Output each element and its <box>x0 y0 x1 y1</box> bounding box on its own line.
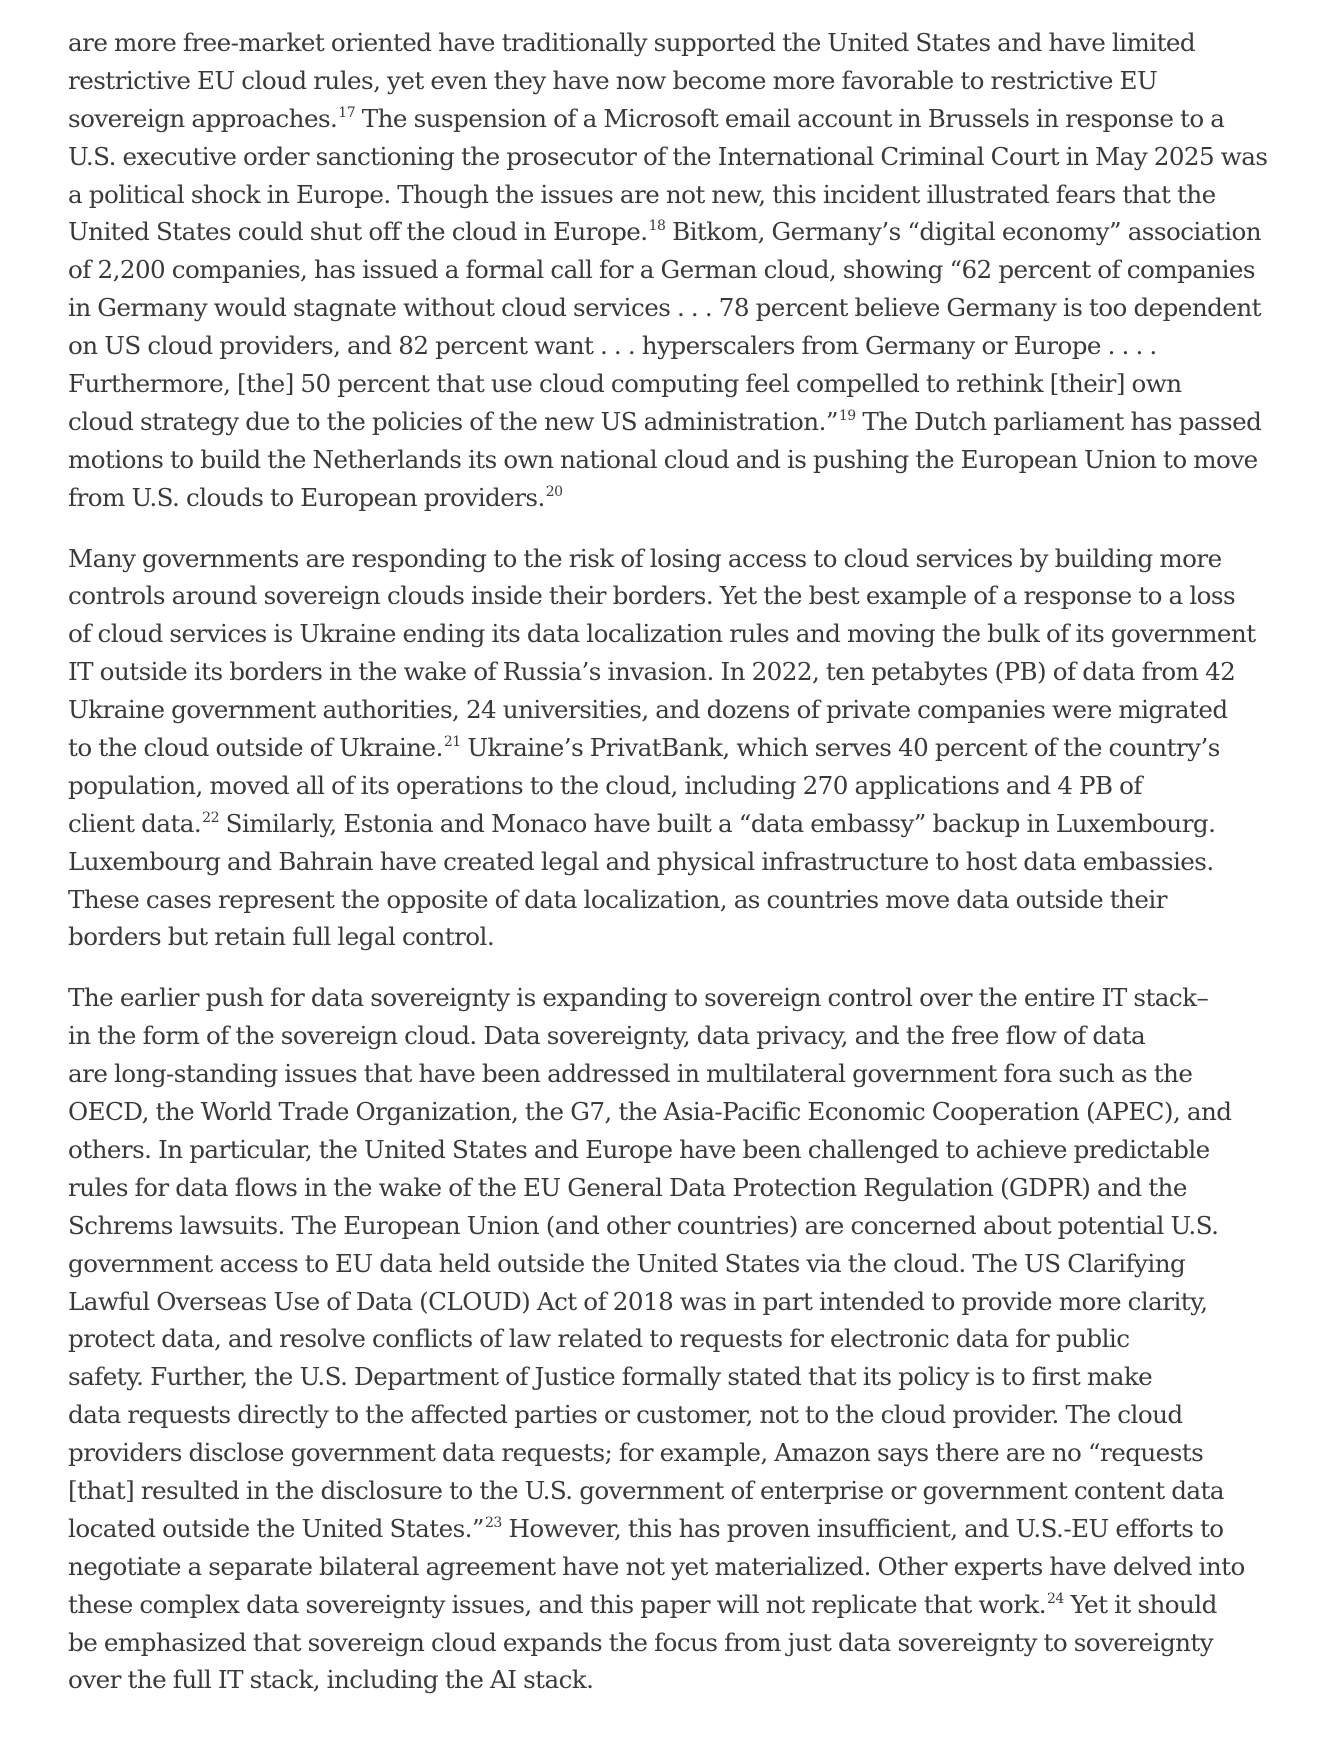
text-run: Furthermore, [the] 50 percent that use cloud computing feel compelled to rethink [their] own <box>68 369 1182 399</box>
text-run: client data. <box>68 808 202 838</box>
text-line <box>68 1548 1318 1586</box>
text-run: negotiate a separate bilateral agreement have not yet materialized. Other experts have delved into <box>68 1551 1245 1581</box>
paragraph-data-sovereignty-it-stack <box>68 979 1318 1699</box>
text-run: protect data, and resolve conflicts of law related to requests for electronic data for public <box>68 1324 1130 1354</box>
text-run: to the cloud outside of Ukraine. <box>68 733 443 763</box>
text-line <box>68 441 1318 479</box>
text-line <box>68 691 1318 729</box>
text-run: The earlier push for data sovereignty is expanding to sovereign control over the entire IT stack– <box>68 983 1209 1013</box>
text-line <box>68 615 1318 653</box>
text-line <box>68 100 1318 138</box>
text-run: population, moved all of its operations to the cloud, including 270 applications and 4 PB of <box>68 770 1142 800</box>
text-run: a political shock in Europe. Though the issues are not new, this incident illustrated fears that the <box>68 179 1216 209</box>
text-line <box>68 653 1318 691</box>
text-run: are long-standing issues that have been addressed in multilateral government fora such as the <box>68 1059 1193 1089</box>
text-run: from U.S. clouds to European providers. <box>68 482 545 512</box>
paragraph-spacer <box>68 956 1318 979</box>
text-run: government access to EU data held outside the United States via the cloud. The US Clarifying <box>68 1248 1186 1278</box>
text-line <box>68 805 1318 843</box>
text-run: borders but retain full legal control. <box>68 922 495 952</box>
text-run: U.S. executive order sanctioning the prosecutor of the International Criminal Court in May 2025 was <box>68 141 1268 171</box>
text-run: of cloud services is Ukraine ending its data localization rules and moving the bulk of its government <box>68 619 1256 649</box>
text-line <box>68 1093 1318 1131</box>
text-run: of 2,200 companies, has issued a formal call for a German cloud, showing “62 percent of companies <box>68 255 1255 285</box>
document-body <box>68 24 1318 1699</box>
text-line <box>68 729 1318 767</box>
text-line <box>68 881 1318 919</box>
text-line <box>68 176 1318 214</box>
text-line <box>68 251 1318 289</box>
text-line <box>68 62 1318 100</box>
text-line <box>68 289 1318 327</box>
text-line <box>68 1624 1318 1662</box>
text-run: located outside the United States.” <box>68 1513 484 1543</box>
text-run: in Germany would stagnate without cloud services . . . 78 percent believe Germany is too dependent <box>68 293 1261 323</box>
text-run: providers disclose government data requests; for example, Amazon says there are no “requests <box>68 1438 1204 1468</box>
text-line <box>68 1358 1318 1396</box>
text-run: IT outside its borders in the wake of Russia’s invasion. In 2022, ten petabytes (PB) of data from 42 <box>68 657 1236 687</box>
footnote-reference[interactable]: 23 <box>484 1514 502 1531</box>
text-line <box>68 138 1318 176</box>
text-line <box>68 1396 1318 1434</box>
text-run: others. In particular, the United States and Europe have been challenged to achieve predictable <box>68 1134 1210 1164</box>
text-line <box>68 1586 1318 1624</box>
text-run: motions to build the Netherlands its own national cloud and is pushing the European Union to move <box>68 444 1258 474</box>
footnote-reference[interactable]: 20 <box>545 483 563 500</box>
text-line <box>68 1169 1318 1207</box>
text-run: Similarly, Estonia and Monaco have built a “data embassy” backup in Luxembourg. <box>219 808 1216 838</box>
text-line <box>68 1017 1318 1055</box>
footnote-reference[interactable]: 24 <box>1047 1590 1064 1607</box>
footnote-reference[interactable]: 17 <box>338 104 356 121</box>
text-run: Many governments are responding to the risk of losing access to cloud services by building more <box>68 543 1222 573</box>
text-run: rules for data flows in the wake of the EU General Data Protection Regulation (GDPR) and the <box>68 1172 1187 1202</box>
text-run: these complex data sovereignty issues, and this paper will not replicate that work. <box>68 1589 1047 1619</box>
paragraph-spacer <box>68 517 1318 540</box>
text-run: These cases represent the opposite of data localization, as countries move data outside their <box>68 884 1167 914</box>
text-run: However, this has proven insufficient, and U.S.-EU efforts to <box>501 1513 1224 1543</box>
text-run: over the full IT stack, including the AI stack. <box>68 1665 594 1695</box>
text-run: on US cloud providers, and 82 percent want . . . hyperscalers from Germany or Europe . . . . <box>68 331 1157 361</box>
text-line <box>68 1472 1318 1510</box>
text-run: sovereign approaches. <box>68 103 338 133</box>
text-run: Yet it should <box>1063 1589 1217 1619</box>
text-run: controls around sovereign clouds inside their borders. Yet the best example of a response to a loss <box>68 581 1236 611</box>
text-run: [that] resulted in the disclosure to the U.S. government of enterprise or government content data <box>68 1475 1224 1505</box>
text-line <box>68 403 1318 441</box>
text-run: safety. Further, the U.S. Department of Justice formally stated that its policy is to first make <box>68 1362 1153 1392</box>
text-line <box>68 1207 1318 1245</box>
text-run: in the form of the sovereign cloud. Data sovereignty, data privacy, and the free flow of data <box>68 1021 1146 1051</box>
text-line <box>68 1283 1318 1321</box>
text-run: restrictive EU cloud rules, yet even they have now become more favorable to restrictive EU <box>68 65 1158 95</box>
text-run: cloud strategy due to the policies of the new US administration.” <box>68 406 838 436</box>
text-line <box>68 577 1318 615</box>
text-run: Bitkom, Germany’s “digital economy” association <box>665 217 1262 247</box>
text-line <box>68 843 1318 881</box>
paragraph-ukraine-data-migration <box>68 540 1318 957</box>
footnote-reference[interactable]: 18 <box>648 218 666 235</box>
text-run: data requests directly to the affected parties or customer, not to the cloud provider. The cloud <box>68 1400 1183 1430</box>
text-run: Luxembourg and Bahrain have created legal and physical infrastructure to host data embassies. <box>68 846 1214 876</box>
text-run: Lawful Overseas Use of Data (CLOUD) Act of 2018 was in part intended to provide more clarity, <box>68 1286 1208 1316</box>
text-line <box>68 365 1318 403</box>
text-run: The suspension of a Microsoft email account in Brussels in response to a <box>355 103 1225 133</box>
text-line <box>68 213 1318 251</box>
text-line <box>68 327 1318 365</box>
text-line <box>68 479 1318 517</box>
paragraph-cloud-politics-europe <box>68 24 1318 517</box>
text-run: Ukraine’s PrivatBank, which serves 40 percent of the country’s <box>460 733 1220 763</box>
text-run: be emphasized that sovereign cloud expands the focus from just data sovereignty to sovereignty <box>68 1627 1214 1657</box>
footnote-reference[interactable]: 19 <box>838 407 856 424</box>
text-line <box>68 1055 1318 1093</box>
text-line <box>68 767 1318 805</box>
text-line <box>68 1510 1318 1548</box>
text-line <box>68 1245 1318 1283</box>
text-line <box>68 24 1318 62</box>
text-run: Ukraine government authorities, 24 universities, and dozens of private companies were migrated <box>68 695 1228 725</box>
text-run: are more free-market oriented have traditionally supported the United States and have limited <box>68 28 1196 57</box>
text-line <box>68 540 1318 578</box>
footnote-reference[interactable]: 21 <box>443 734 461 751</box>
text-run: United States could shut off the cloud in Europe. <box>68 217 648 247</box>
text-line <box>68 1320 1318 1358</box>
text-run: The Dutch parliament has passed <box>855 406 1262 436</box>
text-line <box>68 1661 1318 1699</box>
text-line <box>68 1434 1318 1472</box>
text-run: Schrems lawsuits. The European Union (and other countries) are concerned about potential U.S. <box>68 1210 1219 1240</box>
text-line <box>68 918 1318 956</box>
text-line <box>68 1131 1318 1169</box>
text-run: OECD, the World Trade Organization, the G7, the Asia-Pacific Economic Cooperation (APEC), and <box>68 1097 1232 1127</box>
footnote-reference[interactable]: 22 <box>202 809 219 826</box>
text-line <box>68 979 1318 1017</box>
